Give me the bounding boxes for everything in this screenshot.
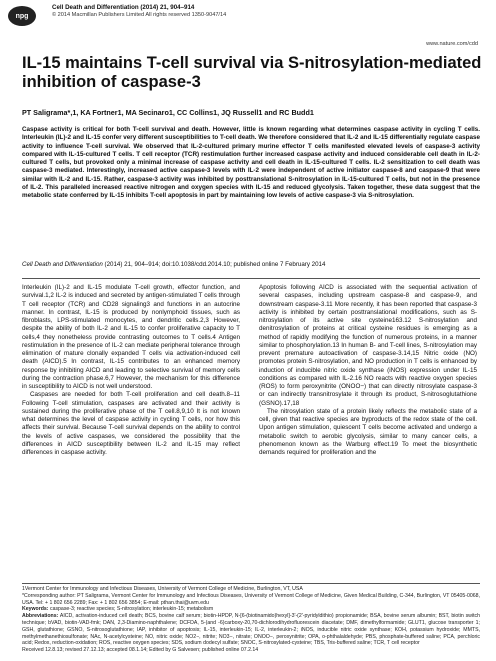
article-citation	[22, 261, 480, 269]
journal-citation-line: Cell Death and Differentiation (2014) 21, 904–914	[52, 4, 195, 11]
author-list: PT Saligrama*,1, KA Fortner1, MA Secinaro1, CC Collins1, JQ Russell1 and RC Budd1	[22, 108, 314, 117]
citation-details: (2014) 21, 904–914; doi:10.1038/cdd.2014.10; published online 7 February 2014	[102, 261, 326, 268]
copyright-line: © 2014 Macmillan Publishers Limited All rights reserved 1350-9047/14	[52, 12, 227, 18]
body-paragraph: The nitrosylation state of a protein likely reflects the metabolic state of a cell, given that reactive species are byproducts of the redox state of the cell. Upon antigen stimulation, quiescent T cells become activated and undergo a metabolic switch to aerobic glycolysis, similar to many cancer cells, a phenomenon known as the Warburg effect.19 To meet the biosynthetic demands required for proliferation and the	[259, 407, 477, 456]
body-column-right	[259, 284, 477, 457]
body-paragraph: Apoptosis following AICD is associated with the sequential activation of several caspases, including upstream caspase-8 and caspase-9, and downstream caspase-3.11 More recently, it has been reported that caspase-3 activity is inhibited by certain posttranslational modifications, such as S-nitrosylation of its active site cysteine163.12 S-nitrosylation and denitrosylation of proteins at critical cysteine residues is emerging as a method of rapidly modifying the function of numerous proteins, in a manner similar to phosphorylation.13 In human B- and T-cell lines, S-nitrosylation may prevent premature autoactivation of caspase-3.14,15 Nitric oxide (NO) promotes protein S-nitrosylation, and NO production in T cells is enhanced by induction of inducible nitric oxide synthase (iNOS) expression under IL-15 conditions as compared with IL-2.16 NO reacts with reactive oxygen species (ROS) to form peroxynitrite (ONOO−) that can directly nitrosylate caspase-3 or can indirectly transnitrosylate it through its product, S-nitrosoglutathione (GSNO).17,18	[259, 284, 477, 407]
abbreviations-label: Abbreviations:	[22, 613, 59, 620]
affiliation-note: 1Vermont Center for Immunology and Infectious Diseases, University of Vermont College of Medicine, Burlington, VT, USA	[22, 586, 303, 592]
received-note: Received 12.8.13; revised 27.12.13; accepted 08.1.14; Edited by G Salvesen; published online 07.2.14	[22, 647, 259, 654]
citation-journal: Cell Death and Differentiation	[22, 261, 103, 268]
body-column-left	[22, 284, 240, 457]
journal-url[interactable]: www.nature.com/cdd	[426, 41, 478, 47]
journal-header	[52, 4, 432, 19]
article-title: IL-15 maintains T-cell survival via S-nitrosylation-mediated inhibition of caspase-3	[22, 54, 482, 91]
keywords-text: caspase-3; reactive species; S-nitrosylation; interleukin-15; metabolism	[48, 606, 214, 613]
keywords-label: Keywords:	[22, 606, 49, 613]
abstract: Caspase activity is critical for both T-cell survival and death. However, little is known regarding what determines caspase activity in cycling T cells. Interleukin (IL)-2 and IL-15 confer very different susceptibilities to T-cell death. We therefore considered that IL-2 and IL-15 differentially regulate caspase activity to influence T-cell survival. We observed that IL-2-cultured primary murine effector T cells manifested elevated levels of caspase-3 activity compared with IL-15-cultured T cells. T cell receptor (TCR) restimulation further increased caspase activity and induced considerable cell death in IL-2-cultured T cells, but provoked only a minimal increase of caspase activity and cell death in IL-15-cultured T cells. IL-2 sensitization to cell death was caspase-3 mediated. Interestingly, increased active caspase-3 levels with IL-2 were independent of active initiator caspase-8 and caspase-9 that were similar with IL-2 and IL-15. Rather, caspase-3 activity was inhibited by posttranslational S-nitrosylation in IL-15-cultured T cells, but not in the presence of IL-2. This paralleled increased reactive nitrogen and oxygen species with IL-15 and reduced glycolysis. Taken together, these data suggest that the metabolic state conferred by IL-15 inhibits T-cell apoptosis in part by maintaining low levels of active caspase-3 via S-nitrosylation.	[22, 126, 480, 199]
footnote-divider	[22, 583, 480, 584]
corresponding-author-note: *Corresponding author: PT Saligrama, Vermont Center for Immunology and Infectious Diseases, University of Vermont College of Medicine, Given Medical Building, C-344, Burlington, VT 05405-0068, USA. Tel: + 1 802 656 2289; Fax: + 1 802 656 3854; E-mail: pthan.thai@uvm.edu	[22, 592, 480, 606]
journal-logo: npg	[8, 6, 36, 26]
footnotes	[22, 586, 480, 654]
abbreviations-note	[22, 613, 480, 647]
abbreviations-text: AICD, activation-induced cell death; BCS, bovine calf serum; biotin-HPDP, N-[6-(biotinamido)hexyl]-3'-(2'-pyridyldithio) propionamide; BSA, bovine serum albumin; BST, biotin switch technique; bVAD, biotin-VAD-fmk; DAN, 2,3-Diamino-naphthalene; DCFDA, 5-(and -6)carboxy-20,70-dichlorodihydrofluorescein diacetate; DMF, dimethylformamide; GLUT1, glucose transporter 1; GSH, glutathione; GSNO, S-nitrosoglutathione; IAP, inhibitor of apoptosis; IL-15, interleukin-15; IL-2, interleukin-2; iNOS, inducible nitric oxide synthase; KOH, potassium hydroxide; MMTS, methylmethanethiosulfonate; NAc, N-acetylcysteine; NO, nitric oxide; NO2−, nitrite; NO3−, nitrate; ONOO−, peroxynitrite; OPA, o-phthalaldehyde; PBS, phosphate-buffered saline; PCA, perchloric acid; Redox, reduction-oxidation; ROS, reactive oxygen species; SDS, sodium dodecyl sulfate; SNOC, S-nitrosylated-cysteine; TBS, Tris-buffered saline; TCR, T cell receptor	[22, 613, 480, 647]
section-divider	[22, 278, 480, 279]
body-paragraph: Interleukin (IL)-2 and IL-15 modulate T-cell growth, effector function, and survival.1,2 IL-2 is induced and secreted by antigen-stimulated T cells through T cell receptor (TCR) and CD28 signaling3 and functions in an autocrine manner. In contrast, IL-15 is produced by nonlymphoid tissues, such as fibroblasts, LPS-stimulated monocytes, and dendritic cells.2,3 However, despite the ability of both IL-2 and IL-15 to confer proliferative capacity to T cells,4 they nonetheless provide contrasting outcomes to T cells.4 Antigen restimulation in the presence of IL-2 can mediate peripheral tolerance through elimination of mature clonally expanded T cells via activation-induced cell death (AICD).5 In contrast, IL-15 contributes to an enhanced memory response by inhibiting AICD and leading to selective survival of memory cells during the contraction phase.6,7 However, the mechanism for this difference in susceptibility to AICD is not well understood.	[22, 284, 240, 390]
keywords-note	[22, 606, 480, 613]
body-paragraph: Caspases are needed for both T-cell proliferation and cell death.8–11 Following T-cell stimulation, caspases are activated and their activity is sustained during the proliferative phase of the T cell.8,9,10 It is not known what determines the level of caspase activity in cycling T cells, nor how this affects their survival. Because T-cell survival depends on the ability to control the levels of active caspases, we considered the possibility that the differences in AICD susceptibility between IL-2 and IL-15 may reflect differences in caspase activity.	[22, 391, 240, 456]
